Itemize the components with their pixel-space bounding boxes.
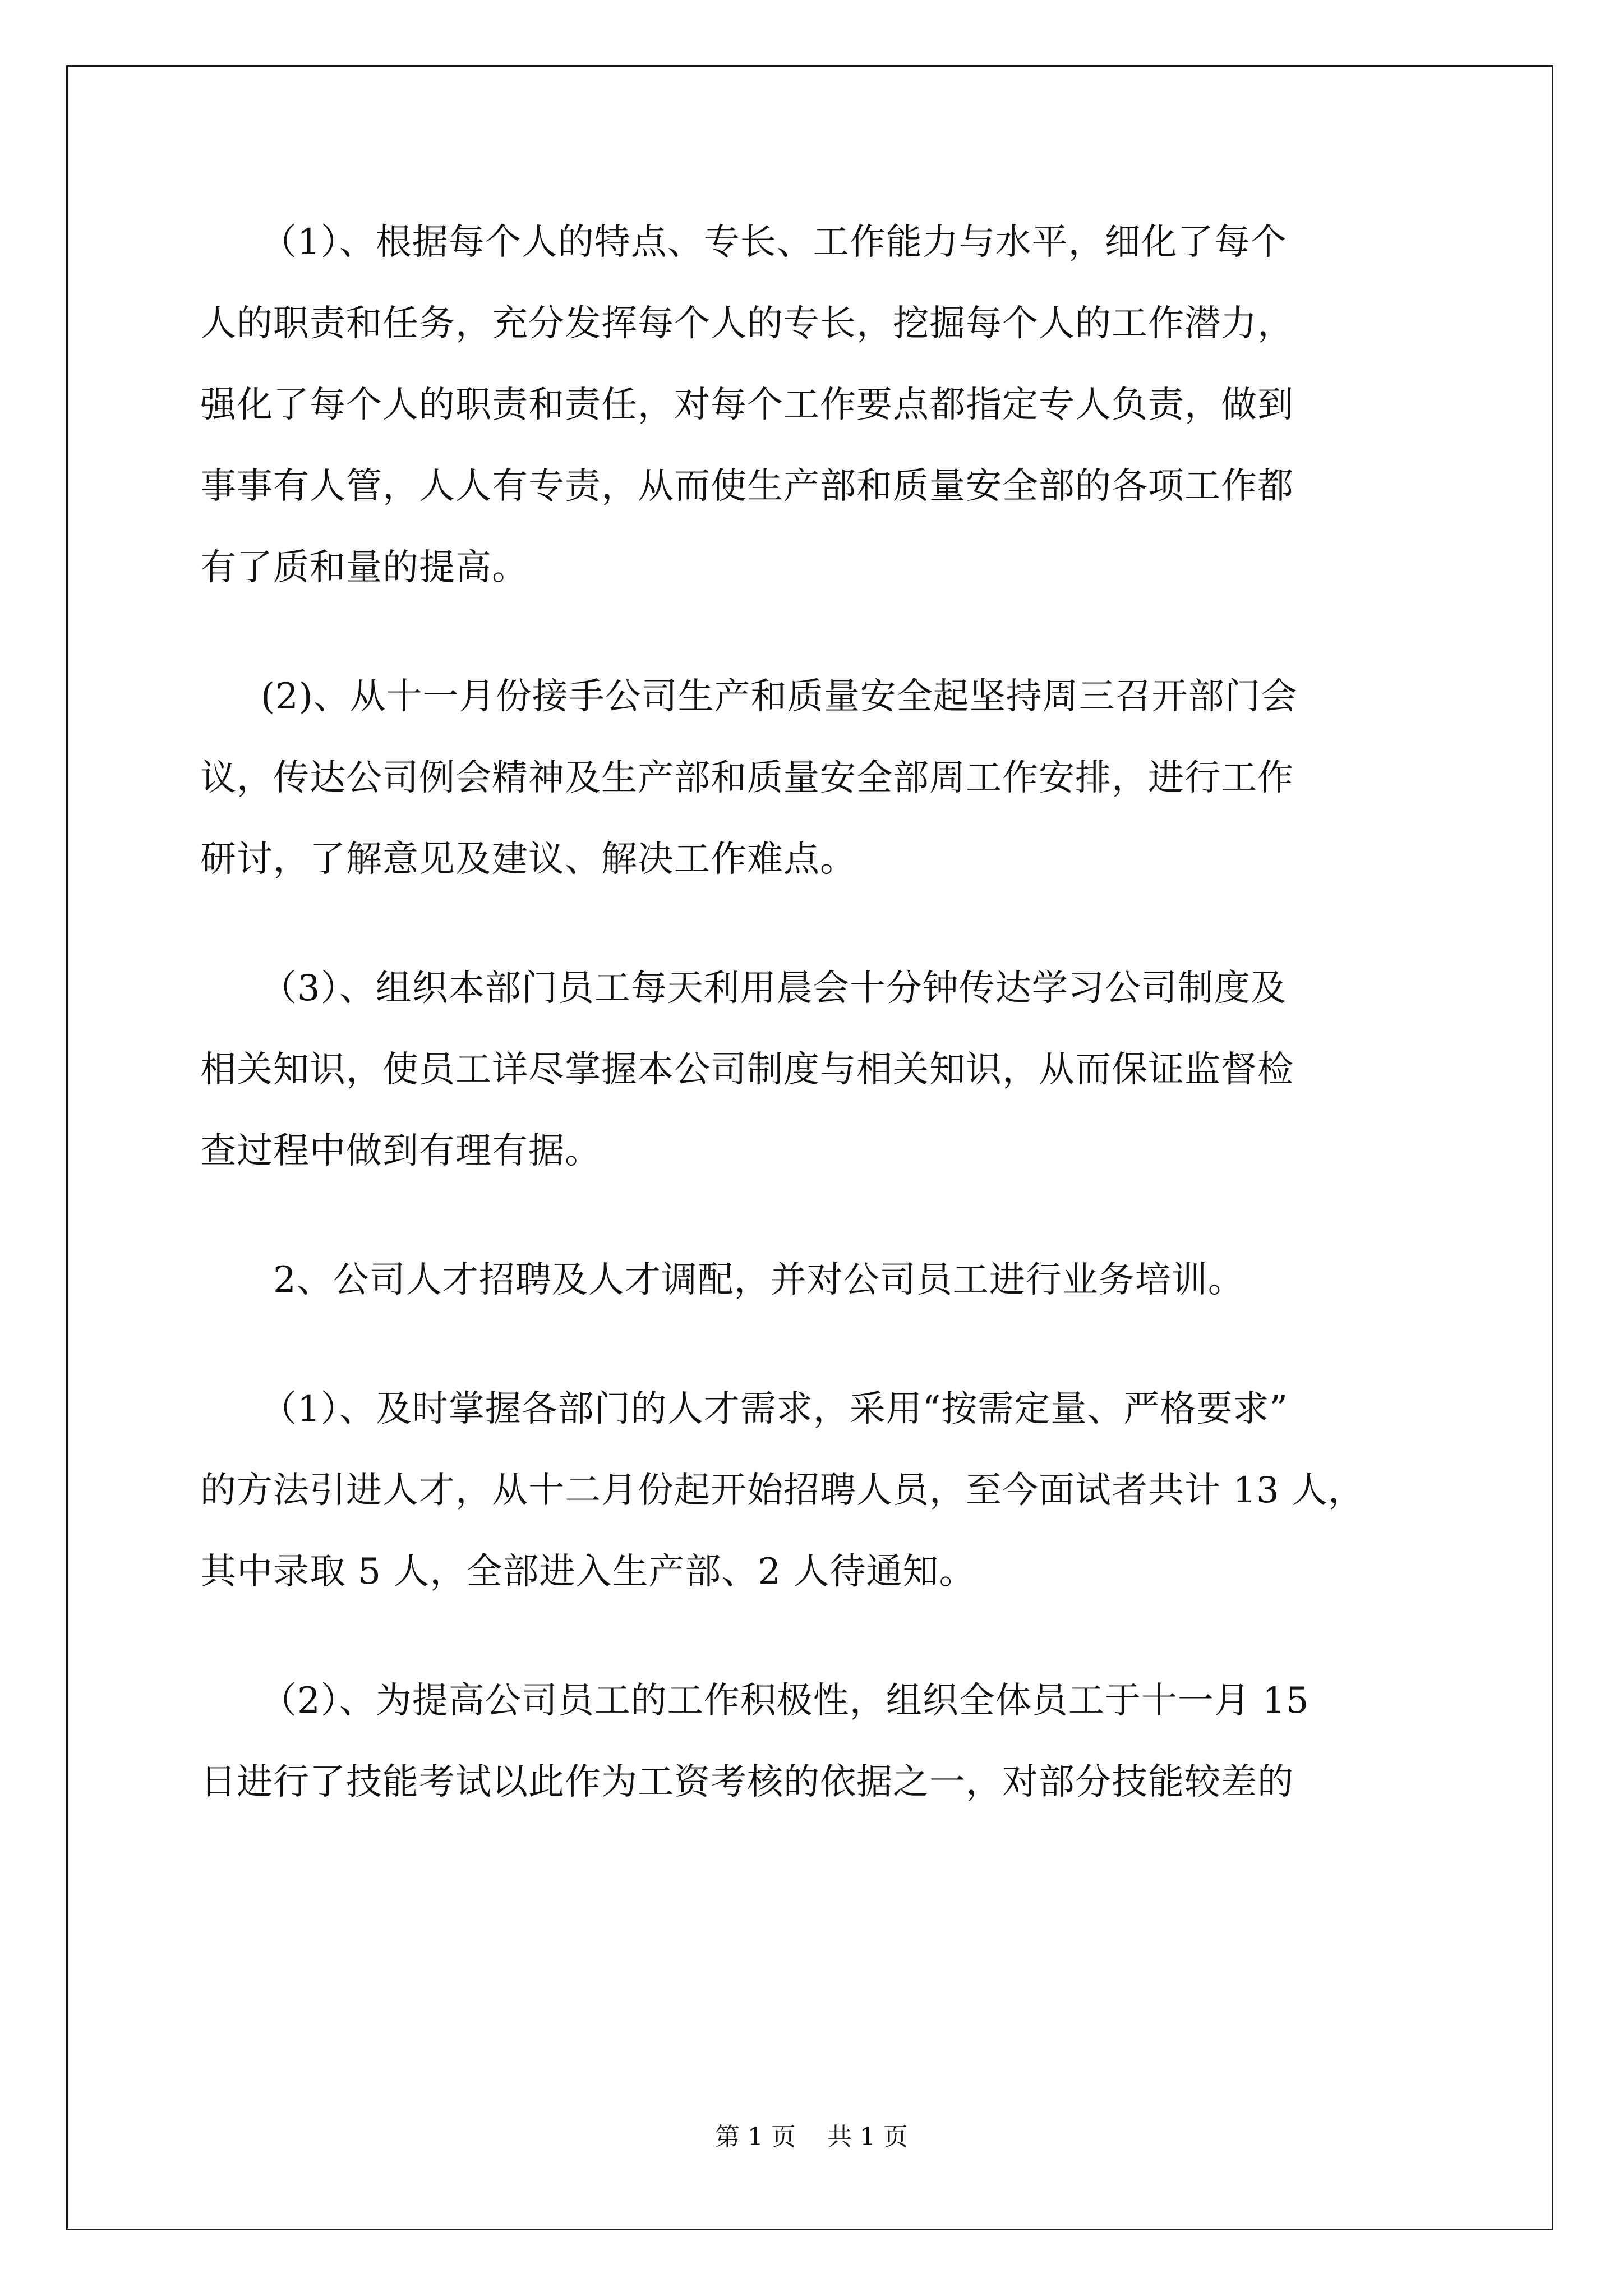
text-line: 查过程中做到有理有据。 [200,1130,601,1172]
text-line: (2)、从十一月份接手公司生产和质量安全起坚持周三召开部门会 [261,676,1298,717]
text-line: （2）、为提高公司员工的工作积极性，组织全体员工于十一月 15 [261,1680,1310,1722]
text-line: 2、公司人才招聘及人才调配，并对公司员工进行业务培训。 [273,1259,1244,1301]
text-line: （1）、及时掌握各部门的人才需求，采用“按需定量、严格要求” [261,1388,1289,1430]
text-line: 议，传达公司例会精神及生产部和质量安全部周工作安排，进行工作 [200,757,1294,799]
text-line: 事事有人管，人人有专责，从而使生产部和质量安全部的各项工作都 [200,466,1294,507]
text-line: （1）、根据每个人的特点、专长、工作能力与水平，细化了每个 [261,222,1287,263]
paragraph-2 [200,656,1434,900]
text-line: 日进行了技能考试以此作为工资考核的依据之一，对部分技能较差的 [200,1761,1294,1803]
text-line: 的方法引进人才，从十二月份起开始招聘人员，至今面试者共计 13 人， [200,1470,1365,1511]
paragraph-3 [200,948,1434,1192]
text-line: （3）、组织本部门员工每天利用晨会十分钟传达学习公司制度及 [261,968,1287,1009]
paragraph-4 [200,1369,1434,1613]
paragraph-5 [200,1660,1434,1823]
document-body [200,202,1434,1823]
text-line: 强化了每个人的职责和责任，对每个工作要点都指定专人负责，做到 [200,384,1294,426]
paragraph-1 [200,202,1434,609]
text-line: 相关知识，使员工详尽掌握本公司制度与相关知识，从而保证监督检 [200,1049,1294,1091]
text-line: 有了质和量的提高。 [200,547,528,588]
section-heading-2 [200,1240,1434,1321]
text-line: 研讨，了解意见及建议、解决工作难点。 [200,839,856,880]
text-line: 其中录取 5 人，全部进入生产部、2 人待通知。 [200,1551,976,1593]
text-line: 人的职责和任务，充分发挥每个人的专长，挖掘每个人的工作潜力， [200,303,1294,344]
page-number-footer: 第 1 页 共 1 页 [715,2123,908,2151]
